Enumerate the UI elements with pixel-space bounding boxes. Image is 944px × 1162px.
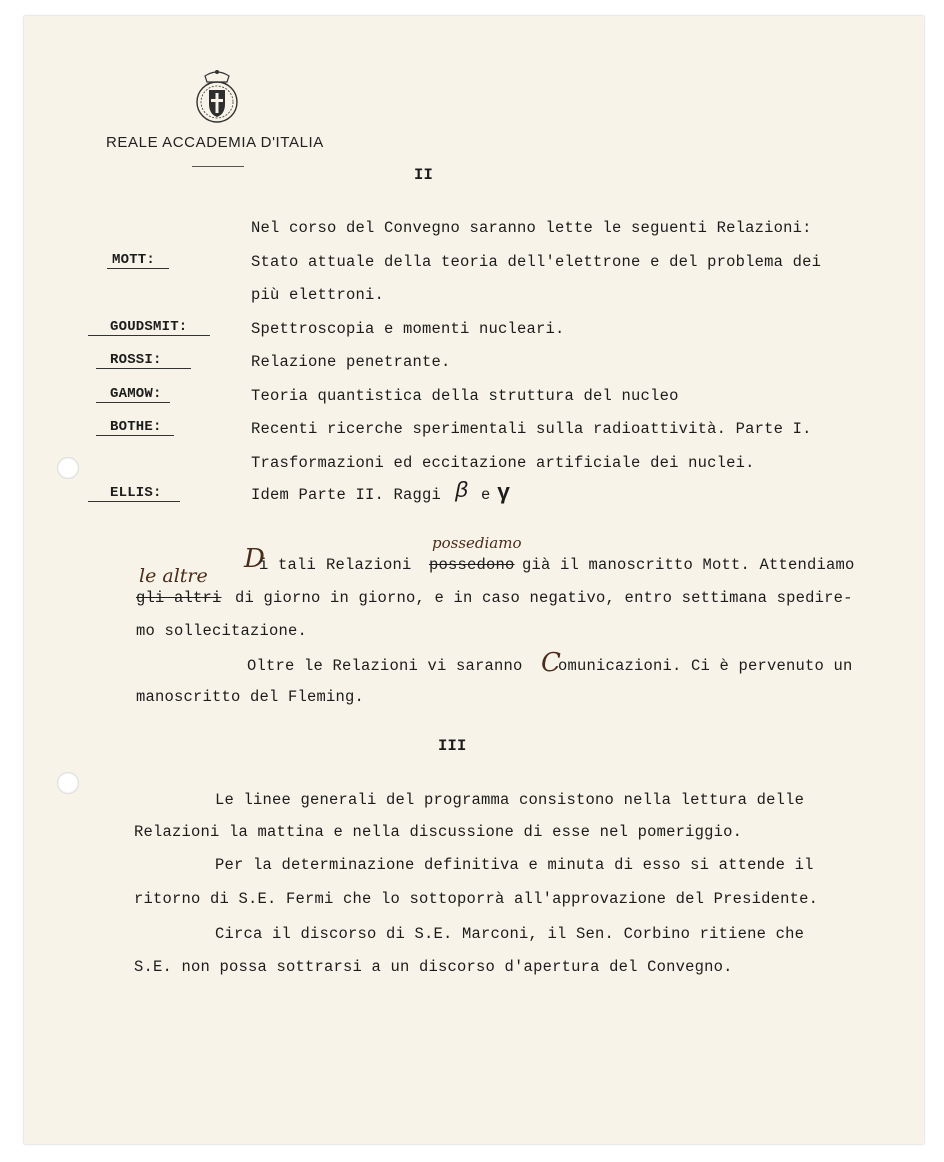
underline [88, 501, 180, 502]
coat-of-arms-icon [192, 66, 242, 126]
paragraph-text: manoscritto del Fleming. [136, 688, 365, 706]
relations-intro: Nel corso del Convegno saranno lette le seguenti Relazioni: [251, 219, 812, 237]
handwritten-correction: C [541, 648, 561, 678]
underline [107, 268, 169, 269]
underline [88, 335, 210, 336]
relation-author: BOTHE: [110, 419, 162, 435]
paragraph-text: omunicazioni. Ci è pervenuto un [558, 657, 853, 675]
relation-title: Relazione penetrante. [251, 353, 451, 371]
relation-author: ELLIS: [110, 485, 162, 501]
paragraph-text: S.E. non possa sottrarsi a un discorso d'apertura del Convegno. [134, 958, 733, 976]
paragraph-text: Le linee generali del programma consistono nella lettura delle [215, 791, 805, 809]
underline [96, 368, 191, 369]
handwritten-insertion: le altre [139, 565, 208, 587]
relation-title: più elettroni. [251, 286, 385, 304]
divider [192, 166, 244, 167]
paragraph-text: ritorno di S.E. Fermi che lo sottoporrà all'approvazione del Presidente. [134, 890, 819, 908]
section-numeral-iii: III [438, 737, 467, 755]
beta-symbol: β [455, 479, 469, 504]
academy-name: REALE ACCADEMIA D'ITALIA [106, 134, 324, 151]
paragraph-text: di giorno in giorno, e in caso negativo, entro settimana spedire- [235, 589, 853, 607]
struck-text: gli altri [136, 589, 222, 607]
section-numeral-ii: II [414, 166, 434, 184]
paragraph-text: Relazioni [326, 556, 412, 574]
paragraph-text: Relazioni la mattina e nella discussione di esse nel pomeriggio. [134, 823, 743, 841]
relation-author: GAMOW: [110, 386, 162, 402]
relation-title: Idem Parte II. Raggi [251, 486, 442, 504]
handwritten-insertion: possediamo [432, 534, 522, 552]
conjunction: e [481, 486, 491, 504]
paragraph-text: mo sollecitazione. [136, 622, 308, 640]
relation-author: GOUDSMIT: [110, 319, 188, 335]
relation-author: ROSSI: [110, 352, 162, 368]
relation-title: Teoria quantistica della struttura del nucleo [251, 387, 679, 405]
relation-title: Trasformazioni ed eccitazione artificiale dei nuclei. [251, 454, 755, 472]
paragraph-text: già il manoscritto Mott. Attendiamo [522, 556, 855, 574]
paragraph-text: Per la determinazione definitiva e minuta di esso si attende il [215, 856, 814, 874]
struck-text: possedono [429, 556, 515, 574]
punch-hole [57, 772, 79, 794]
paragraph-text: Circa il discorso di S.E. Marconi, il Sen. Corbino ritiene che [215, 925, 805, 943]
relation-title: Spettroscopia e momenti nucleari. [251, 320, 565, 338]
relation-title: Stato attuale della teoria dell'elettrone e del problema dei [251, 253, 822, 271]
handwritten-correction: D [244, 544, 265, 574]
relation-author: MOTT: [112, 252, 156, 268]
punch-hole [57, 457, 79, 479]
paragraph-text: Oltre le Relazioni vi saranno [247, 657, 523, 675]
underline [96, 435, 174, 436]
relation-title: Recenti ricerche sperimentali sulla radioattività. Parte I. [251, 420, 812, 438]
gamma-symbol: γ [497, 481, 511, 506]
underline [96, 402, 170, 403]
paragraph-text: i tali [259, 556, 317, 574]
